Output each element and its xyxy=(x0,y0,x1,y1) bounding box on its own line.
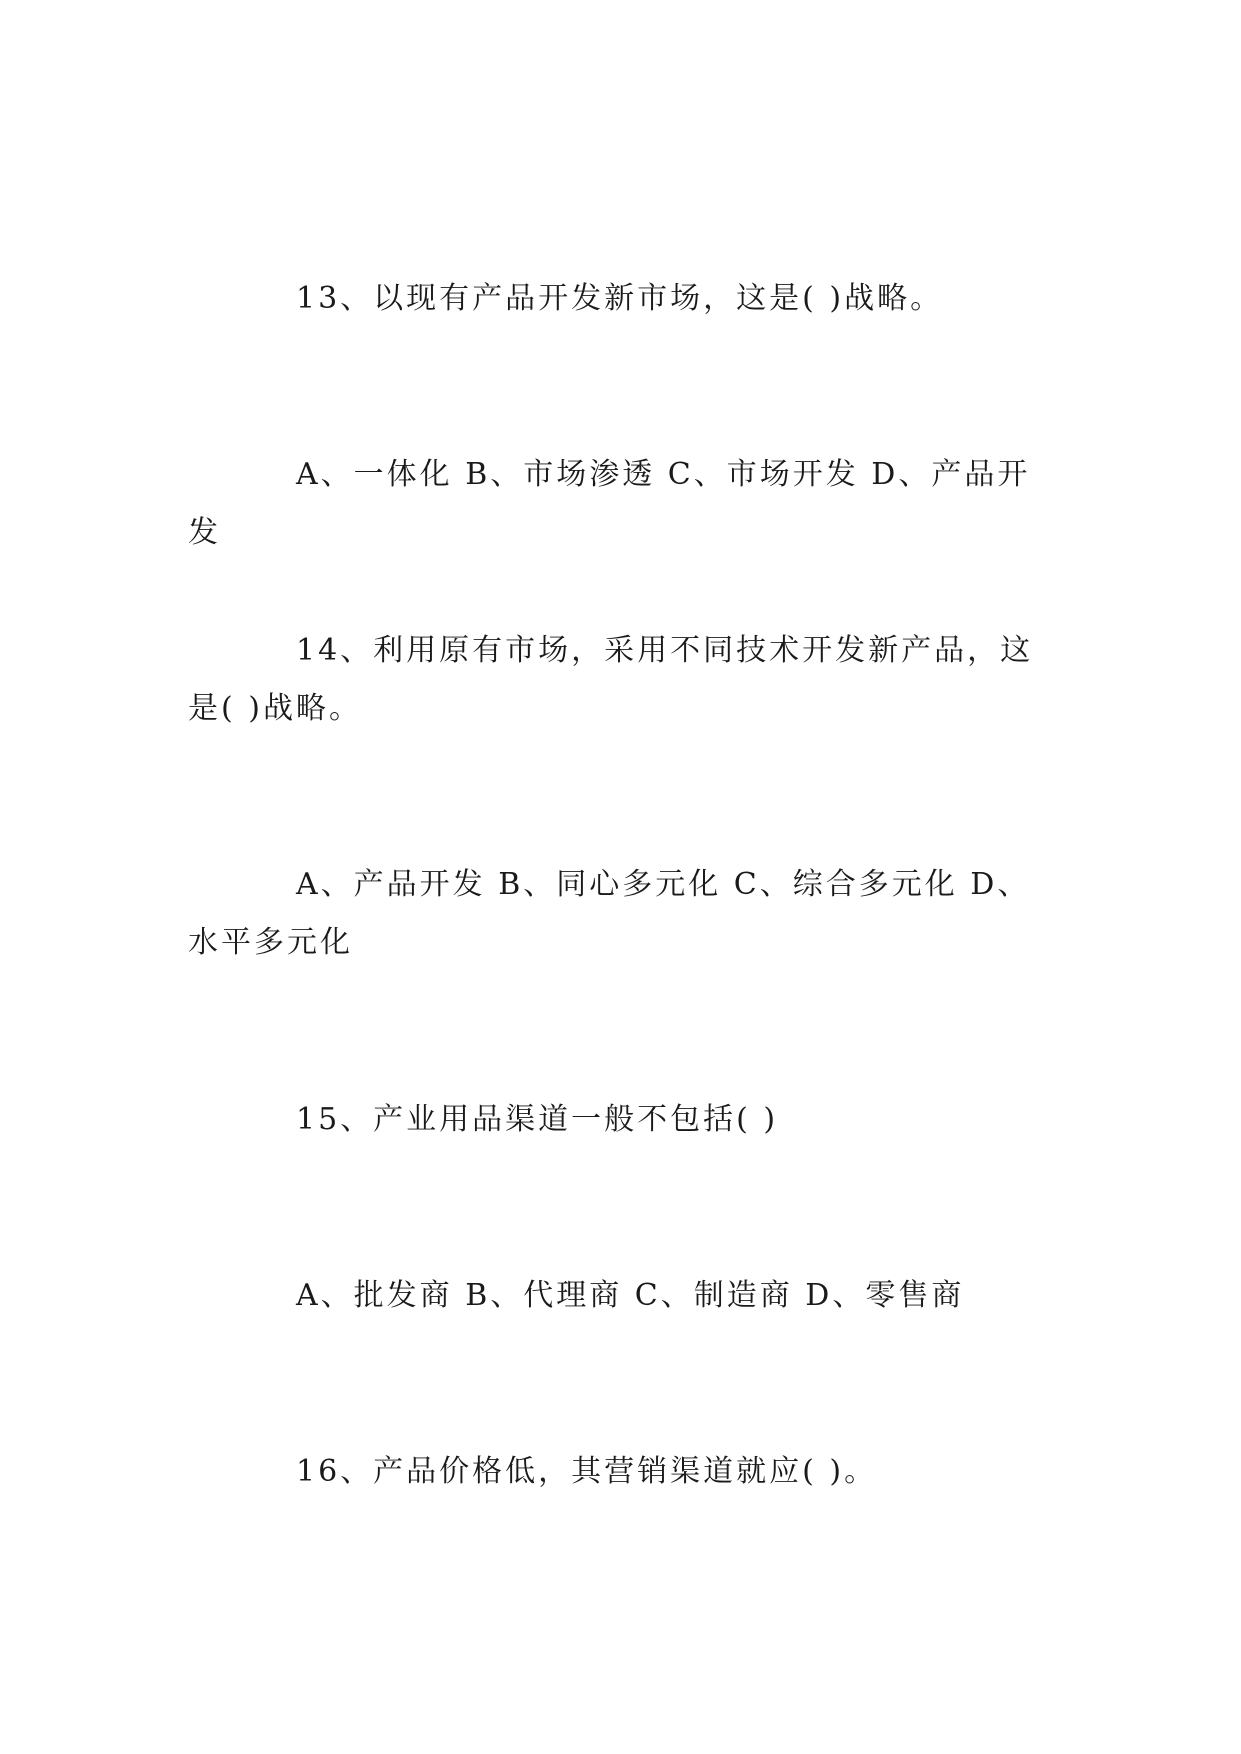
options-13: A、一体化 B、市场渗透 C、市场开发 D、产品开发 xyxy=(188,457,1031,550)
question-16: 16、产品价格低，其营销渠道就应( )。 xyxy=(296,1454,878,1489)
options-14: A、产品开发 B、同心多元化 C、综合多元化 D、水平多元化 xyxy=(188,867,1031,960)
question-14: 14、利用原有市场，采用不同技术开发新产品，这是( )战略。 xyxy=(188,633,1034,726)
options-15: A、批发商 B、代理商 C、制造商 D、零售商 xyxy=(296,1278,965,1313)
question-13: 13、以现有产品开发新市场，这是( )战略。 xyxy=(296,281,944,316)
question-15: 15、产业用品渠道一般不包括( ) xyxy=(296,1102,779,1137)
